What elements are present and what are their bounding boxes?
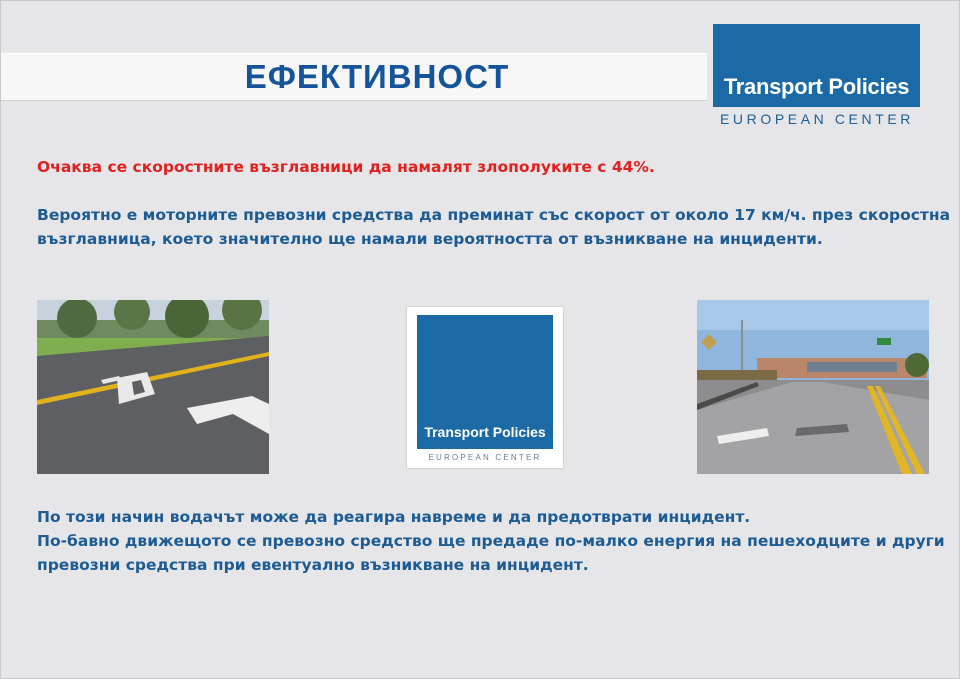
center-logo-subtitle: EUROPEAN CENTER	[428, 453, 542, 462]
logo-subtitle: EUROPEAN CENTER	[719, 111, 915, 127]
center-logo	[407, 307, 563, 468]
road-photo	[697, 300, 929, 474]
center-logo-name: Transport Policies	[424, 424, 546, 440]
intro-paragraph	[37, 203, 950, 251]
intro-line: Вероятно е моторните превозни средства да преминат със скорост от около 17 км/ч. през скоростна	[37, 206, 951, 224]
intro-line: възглавница, което значително ще намали вероятността от възникване на инциденти.	[37, 230, 823, 248]
outro-paragraph	[37, 505, 945, 577]
slide-title: ЕФЕКТИВНОСТ	[244, 58, 510, 95]
outro-line: По-бавно движещото се превозно средство ще предаде по-малко енергия на пешеходците и други	[37, 532, 945, 550]
outro-line: По този начин водачът може да реагира навреме и да предотврати инцидент.	[37, 508, 751, 526]
speed-cushion-photo	[37, 300, 269, 474]
outro-line: превозни средства при евентуално възникване на инцидент.	[37, 556, 589, 574]
intro-red-text: Очаква се скоростните възглавници да намалят злополуките с 44%.	[37, 158, 655, 176]
logo-name: Transport Policies	[723, 74, 910, 99]
